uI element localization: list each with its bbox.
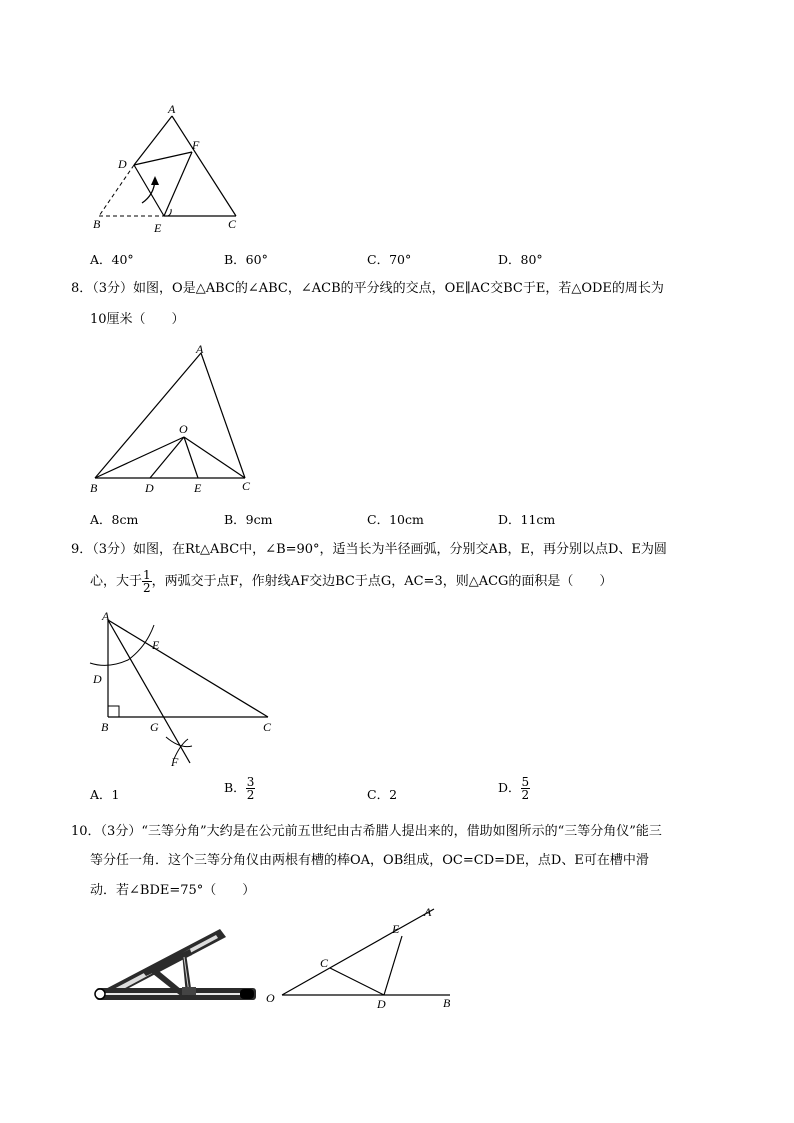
q8-label-c: C <box>242 479 251 493</box>
q7-label-c: C <box>228 217 237 231</box>
q9-label-d: D <box>93 672 102 686</box>
q7-label-e: E <box>154 221 162 235</box>
q9-label-g: G <box>150 720 159 734</box>
q10-label-a: A <box>424 905 432 919</box>
q8-option-d[interactable]: D．11cm <box>498 512 556 527</box>
q9-label-f: F <box>171 755 179 769</box>
q8-option-b[interactable]: B．9cm <box>224 512 273 527</box>
q8-stem-line2: 10厘米（ ） <box>90 312 185 327</box>
q9-option-d-prefix: D． <box>498 780 521 795</box>
q7-figure <box>88 100 258 240</box>
q8-label-a: A <box>196 342 204 356</box>
q9-option-d[interactable] <box>498 776 530 801</box>
q9-stem-fraction <box>142 569 152 594</box>
q10-label-o: O <box>266 991 275 1005</box>
q9-option-b-fraction <box>246 776 256 801</box>
q10-figure <box>262 903 462 1011</box>
q9-option-b-num: 3 <box>246 775 255 789</box>
q9-figure <box>88 605 288 775</box>
q10-stem-line2: 等分任一角．这个三等分角仪由两根有槽的棒OA，OB组成，OC=CD=DE，点D、E可在槽中滑 <box>90 853 649 868</box>
q9-label-a: A <box>102 609 110 623</box>
q8-option-a[interactable]: A．8cm <box>90 512 139 527</box>
q7-label-a: A <box>168 102 176 116</box>
q8-label-e: E <box>194 481 202 495</box>
q9-stem-frac-num: 1 <box>143 568 151 582</box>
q9-label-b: B <box>101 720 109 734</box>
q9-stem-line2-pre: 心，大于 <box>90 574 143 589</box>
q7-option-a[interactable]: A．40° <box>90 252 134 267</box>
q10-label-c: C <box>320 956 329 970</box>
q10-stem-line3: 动．若∠BDE=75°（ ） <box>90 883 256 898</box>
q9-stem-line1: 9．（3分）如图，在Rt△ABC中，∠B=90°，适当长为半径画弧，分别交AB，E，再分别以点D、E为圆 <box>71 542 667 557</box>
q10-label-b: B <box>443 996 451 1010</box>
q10-stem-line1: 10．（3分）“三等分角”大约是在公元前五世纪由古希腊人提出来的，借助如图所示的“三等分角仪”能三 <box>71 824 662 839</box>
q9-stem-line2-post: ，两弧交于点F，作射线AF交边BC于点G，AC=3，则△ACG的面积是（ ） <box>151 574 613 589</box>
q9-option-a[interactable]: A．1 <box>90 787 120 802</box>
q9-label-e: E <box>152 638 160 652</box>
q10-label-e: E <box>392 922 400 936</box>
q7-label-d: D <box>118 157 127 171</box>
q9-option-c[interactable]: C．2 <box>367 787 398 802</box>
q8-stem-line1: 8．（3分）如图，O是△ABC的∠ABC，∠ACB的平分线的交点，OE∥AC交BC于E，若△ODE的周长为 <box>71 281 664 296</box>
q9-stem-line2 <box>90 569 612 594</box>
q7-option-c[interactable]: C．70° <box>367 252 412 267</box>
q8-option-c[interactable]: C．10cm <box>367 512 424 527</box>
q9-option-d-num: 5 <box>521 775 530 789</box>
q9-option-d-den: 2 <box>521 788 530 802</box>
q8-label-o: O <box>179 422 188 436</box>
q9-option-b-prefix: B． <box>224 780 246 795</box>
q8-figure <box>88 340 268 500</box>
q7-option-d[interactable]: D．80° <box>498 252 543 267</box>
q8-label-b: B <box>90 481 98 495</box>
q8-label-d: D <box>145 481 154 495</box>
q7-label-b: B <box>93 217 101 231</box>
q9-option-d-fraction <box>521 776 531 801</box>
q9-stem-frac-den: 2 <box>143 581 151 595</box>
q9-label-c: C <box>263 720 272 734</box>
q9-option-b[interactable] <box>224 776 255 801</box>
q7-label-f: F <box>192 138 200 152</box>
trisector-device-illustration <box>90 915 260 1005</box>
q7-option-b[interactable]: B．60° <box>224 252 268 267</box>
q9-option-b-den: 2 <box>246 788 255 802</box>
q10-label-d: D <box>377 997 386 1011</box>
